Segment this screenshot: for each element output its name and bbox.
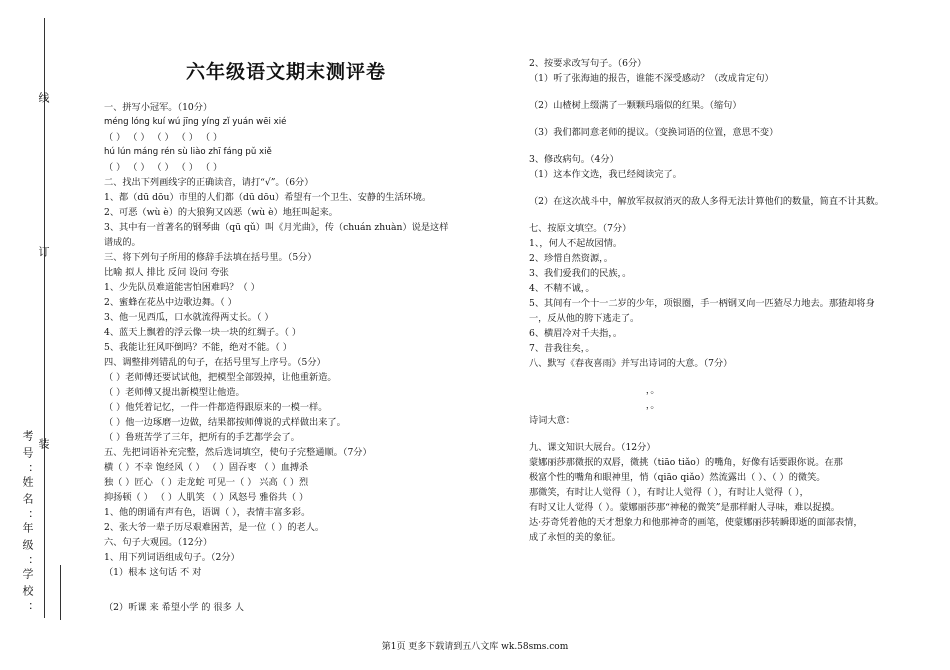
paragraph-line: 极富个性的嘴角和眼神里，悄（qiāo qiǎo）然流露出（ ）、（ ）的微笑。 bbox=[529, 472, 826, 483]
question-line: 1、用下列词语组成句子。（2分） bbox=[104, 552, 240, 563]
section-heading: 2、按要求改写句子。（6分） bbox=[529, 58, 647, 69]
question-line: （1）听了张海迪的报告，谁能不深受感动？（改成肯定句） bbox=[529, 73, 774, 84]
question-line: 3、他一见西瓜，口水就流得两丈长。（ ） bbox=[104, 312, 274, 323]
label-meaning: 诗词大意： bbox=[529, 415, 575, 426]
question-line: 5、其间有一个十一二岁的少年，项银圈，手一柄钢叉向一匹猹尽力地去。那猹却将身 bbox=[529, 298, 875, 309]
section-heading: 八、默写《春夜喜雨》并写出诗词的大意。（7分） bbox=[529, 358, 733, 369]
question-line: （3）我们都同意老师的提议。（变换词语的位置，意思不变） bbox=[529, 127, 779, 138]
question-line: 7、昔我往矣，。 bbox=[529, 343, 595, 354]
question-line: 3、我们爱我们的民族，。 bbox=[529, 268, 632, 279]
question-line: 1、少先队员难道能害怕困难吗？（ ） bbox=[104, 282, 260, 293]
margin-label-zhuang: 装 bbox=[37, 438, 50, 455]
question-line: 横（ ）不幸 饱经风（ ） （ ）固吞枣 （ ）血搏杀 bbox=[104, 462, 309, 473]
pinyin-row: hú lún máng rén sù liào zhī fáng pǔ xiě bbox=[104, 147, 272, 157]
question-line: （ ）他一边琢磨一边做，结果都按师傅说的式样做出来了。 bbox=[104, 417, 346, 428]
question-line: 1、都（dū dōu）市里的人们都（dū dōu）希望有一个卫生、安静的生活环境。 bbox=[104, 192, 432, 203]
question-line: 3、其中有一首著名的钢琴曲（qū qǔ）叫《月光曲》，传（chuán zhuàn）说是这样 bbox=[104, 222, 449, 233]
pinyin-row: méng lóng kuí wú jīng yíng zǐ yuán wēi xié bbox=[104, 117, 287, 127]
section-heading: 二、找出下列画线字的正确读音，请打“√”。（6分） bbox=[104, 177, 314, 188]
right-column bbox=[529, 56, 929, 545]
section-heading: 五、先把词语补充完整，然后选词填空，使句子完整通顺。（7分） bbox=[104, 447, 372, 458]
question-line: （ ）老师傅还要试试他，把模型全部毁掉，让他重新造。 bbox=[104, 372, 337, 383]
page-title: 六年级语文期末测评卷 bbox=[186, 61, 387, 83]
question-line: 6、横眉冷对千夫指，。 bbox=[529, 328, 623, 339]
name-line bbox=[60, 565, 61, 620]
question-line: （ ）老师傅又提出新模型让他造。 bbox=[104, 387, 245, 398]
paragraph-line: 达·芬奇凭着他的天才想象力和他那神奇的画笔，使蒙娜丽莎转瞬即逝的面部表情， bbox=[529, 517, 863, 528]
question-line: （1）根本 这句话 不 对 bbox=[104, 567, 202, 578]
question-line: （ ）鲁班苦学了三年，把所有的手艺都学会了。 bbox=[104, 432, 300, 443]
section-heading: 三、将下列句子所用的修辞手法填在括号里。（5分） bbox=[104, 252, 317, 263]
question-line: 2、张大爷一辈子历尽艰难困苦，是一位（ ）的老人。 bbox=[104, 522, 325, 533]
section-heading: 一、拼写小冠军。（10分） bbox=[104, 102, 213, 113]
answer-space bbox=[529, 113, 929, 125]
answer-space bbox=[529, 371, 929, 383]
poem-blank: ，。 bbox=[529, 400, 660, 411]
field-xingming: 姓名： bbox=[21, 476, 34, 527]
question-line: （2）在这次战斗中，解放军叔叔消灭的敌人多得无法计算他们的数量，简直不计其数。 bbox=[529, 196, 884, 207]
answer-space bbox=[104, 580, 524, 600]
paragraph-line: 有时又让人觉得（ ）。蒙娜丽莎那“神秘的微笑”是那样耐人寻味，难以捉摸。 bbox=[529, 502, 840, 513]
left-column bbox=[104, 100, 524, 615]
question-line: 1、，何人不起故园情。 bbox=[529, 238, 623, 249]
question-line: 抑扬顿（ ） （ ）人肌笑 （ ）风怒号 雅俗共（ ） bbox=[104, 492, 309, 503]
question-line: 1、他的朗诵有声有色，语调（ ），表情丰富多彩。 bbox=[104, 507, 311, 518]
margin-label-ding: 订 bbox=[37, 246, 50, 263]
field-kaohao: 考号： bbox=[21, 430, 34, 481]
question-line: 一，反从他的胯下逃走了。 bbox=[529, 313, 640, 324]
field-nianji: 年级： bbox=[21, 522, 34, 573]
margin-label-xian: 线 bbox=[37, 92, 50, 109]
answer-space bbox=[529, 86, 929, 98]
paragraph-line: 蒙娜丽莎那微抿的双唇，微挑（tiāo tiǎo）的嘴角，好像有话要跟你说。在那 bbox=[529, 457, 843, 468]
field-xuexiao: 学校： bbox=[21, 568, 34, 619]
question-line: 4、蓝天上飘着的浮云像一块一块的红绸子。（ ） bbox=[104, 327, 302, 338]
question-line: （1）这本作文选，我已经阅读完了。 bbox=[529, 169, 682, 180]
question-line: （2）山楂树上缀满了一颗颗玛瑙似的红果。（缩句） bbox=[529, 100, 742, 111]
question-line: 2、可恶（wù è）的大狼狗又凶恶（wù è）地狂叫起来。 bbox=[104, 207, 338, 218]
poem-blank: ，。 bbox=[529, 385, 660, 396]
binding-margin bbox=[0, 0, 100, 670]
paragraph-line: 成了永恒的美的象征。 bbox=[529, 532, 621, 543]
answer-space bbox=[529, 428, 929, 440]
section-heading: 六、句子大观园。（12分） bbox=[104, 537, 213, 548]
question-line: （ ）他凭着记忆，一件一件都造得跟原来的一模一样。 bbox=[104, 402, 328, 413]
answer-blanks: （ ） （ ） （ ） （ ） （ ） bbox=[104, 162, 223, 173]
question-line: （2）听课 来 希望小学 的 很多 人 bbox=[104, 602, 244, 613]
section-heading: 3、修改病句。（4分） bbox=[529, 154, 619, 165]
section-heading: 七、按原文填空。（7分） bbox=[529, 223, 632, 234]
answer-space bbox=[529, 140, 929, 152]
question-line: 2、蜜蜂在花丛中边歌边舞。（ ） bbox=[104, 297, 237, 308]
question-line: 独（ ）匠心 （ ）走龙蛇 可见一（ ） 兴高（ ）烈 bbox=[104, 477, 309, 488]
page-footer: 第1页 更多下载请到五八文库 wk.58sms.com bbox=[381, 642, 569, 652]
answer-blanks: （ ） （ ） （ ） （ ） （ ） bbox=[104, 132, 223, 143]
section-heading: 九、课文知识大展台。（12分） bbox=[529, 442, 656, 453]
section-heading: 四、调整排列错乱的句子，在括号里写上序号。（5分） bbox=[104, 357, 326, 368]
answer-space bbox=[529, 209, 929, 221]
question-line: 5、我能让狂风吓倒吗？不能，绝对不能。（ ） bbox=[104, 342, 292, 353]
answer-space bbox=[529, 182, 929, 194]
word-bank: 比喻 拟人 排比 反问 设问 夸张 bbox=[104, 267, 229, 278]
question-line: 2、珍惜自然资源，。 bbox=[529, 253, 613, 264]
question-line: 谱成的。 bbox=[104, 237, 141, 248]
question-line: 4、不精不诚，。 bbox=[529, 283, 595, 294]
paragraph-line: 那微笑，有时让人觉得（ ），有时让人觉得（ ），有时让人觉得（ ）， bbox=[529, 487, 809, 498]
